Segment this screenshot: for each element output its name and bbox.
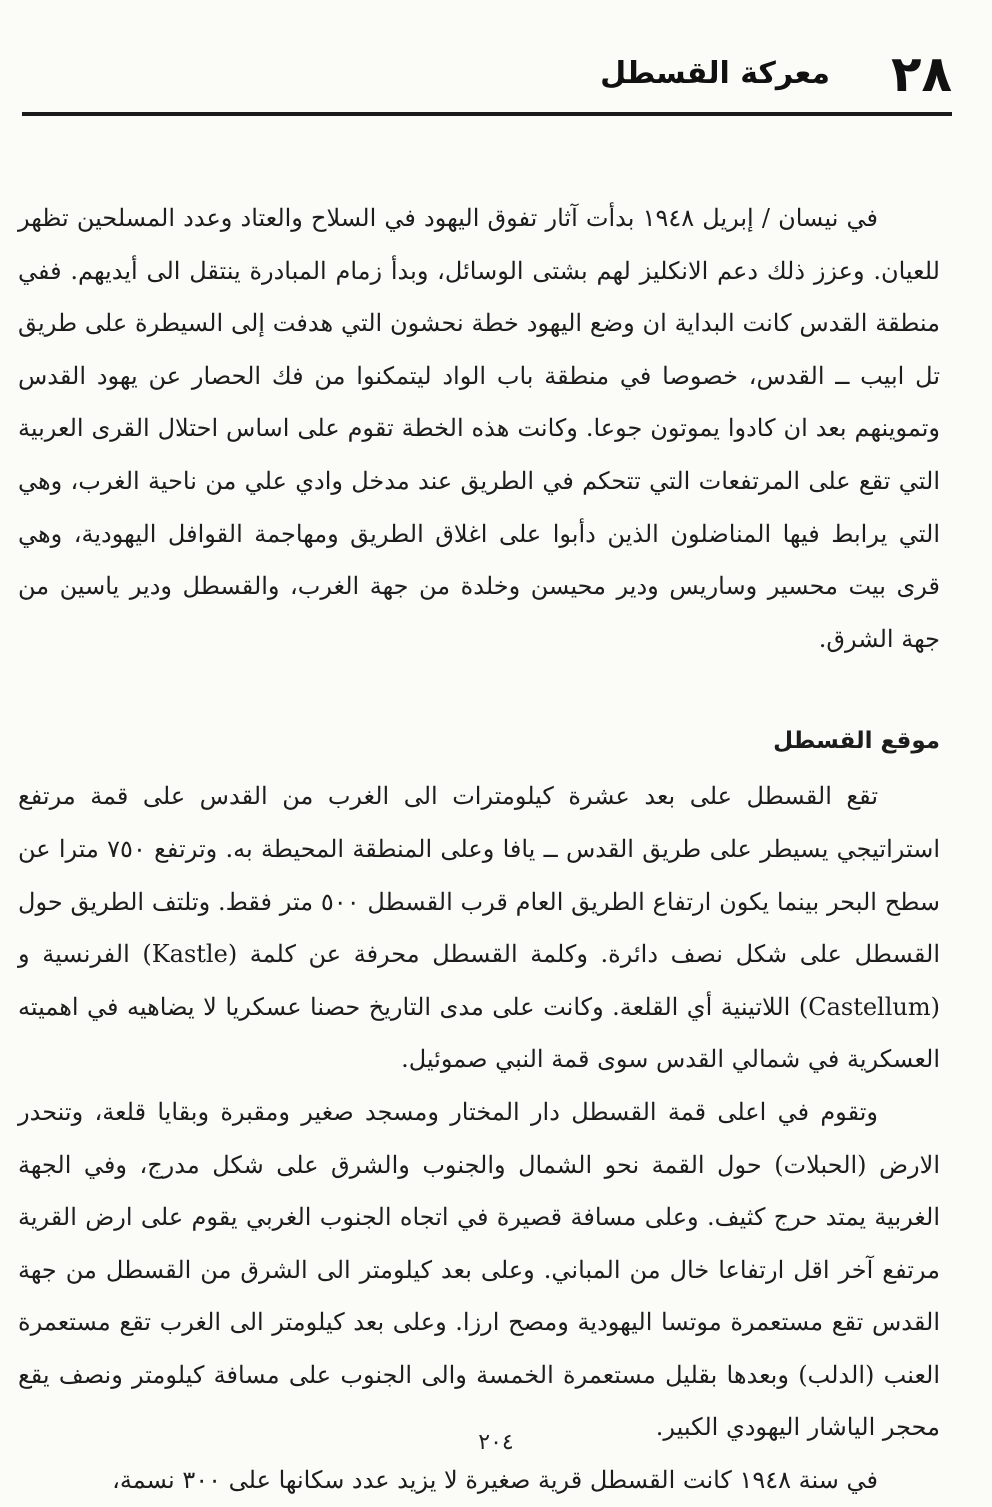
paragraph-1: في نيسان / إبريل ١٩٤٨ بدأت آثار تفوق اليهود في السلاح والعتاد وعدد المسلحين تظهر للعيان. وعزز ذلك دعم الانكليز لهم بشتى الوسائل، وبدأ زمام المبادرة ينتقل الى أيديهم. ففي منطقة القدس كانت البداية ان وضع اليهود خطة نحشون التي هدفت إلى السيطرة على طريق تل ابيب ــ القدس، خصوصا في منطقة باب الواد ليتمكنوا من فك الحصار عن يهود القدس وتموينهم بعد ان كادوا يموتون جوعا. وكانت هذه الخطة تقوم على اساس احتلال القرى العربية التي تقع على المرتفعات التي تتحكم في الطريق عند مدخل وادي علي من ناحية الغرب، وهي التي يرابط فيها المناضلون الذين دأبوا على اغلاق الطريق ومهاجمة القوافل اليهودية، وهي قرى بيت محسير وساريس ودير محيسن وخلدة من جهة الغرب، والقسطل ودير ياسين من جهة الشرق.	[18, 204, 941, 653]
section-heading: موقع القسطل	[773, 728, 940, 755]
section-spacer	[18, 665, 940, 701]
paragraph-4: في سنة ١٩٤٨ كانت القسطل قرية صغيرة لا يزيد عدد سكانها على ٣٠٠ نسمة،	[112, 1466, 878, 1495]
chapter-title: معركة القسطل	[600, 56, 830, 91]
chapter-number: ٢٨	[890, 45, 952, 103]
page-number: ٢٠٤	[478, 1430, 514, 1455]
body-text	[18, 192, 940, 1507]
heading-spacer	[18, 756, 940, 770]
paragraph-3: وتقوم في اعلى قمة القسطل دار المختار ومسجد صغير ومقبرة وبقايا قلعة، وتنحدر الارض (الحبلات) حول القمة نحو الشمال والجنوب والشرق على شكل مدرج، وفي الجهة الغربية يمتد حرج كثيف. وعلى مسافة قصيرة في اتجاه الجنوب الغربي يقوم على ارض القرية مرتفع آخر اقل ارتفاعا خال من المباني. وعلى بعد كيلومتر الى الشرق من القسطل من جهة القدس تقع مستعمرة موتسا اليهودية ومصح ارزا. وعلى بعد كيلومتر الى الغرب تقع مستعمرة العنب (الدلب) وبعدها بقليل مستعمرة الخمسة والى الجنوب على مسافة كيلومتر ونصف يقع محجر الياشار اليهودي الكبير.	[18, 1097, 940, 1442]
page-header	[22, 40, 952, 116]
paragraph-2: تقع القسطل على بعد عشرة كيلومترات الى الغرب من القدس على قمة مرتفع استراتيجي يسيطر على طريق القدس ــ يافا وعلى المنطقة المحيطة به. وترتفع ٧٥٠ مترا عن سطح البحر بينما يكون ارتفاع الطريق العام قرب القسطل ٥٠٠ متر فقط. وتلتف الطريق حول القسطل على شكل نصف دائرة. وكلمة القسطل محرفة عن كلمة (Kastle) الفرنسية و (Castellum) اللاتينية أي القلعة. وكانت على مدى التاريخ حصنا عسكريا لا يضاهيه في اهميته العسكرية في شمالي القدس سوى قمة النبي صموئيل.	[18, 782, 940, 1074]
header-rule	[22, 112, 952, 116]
